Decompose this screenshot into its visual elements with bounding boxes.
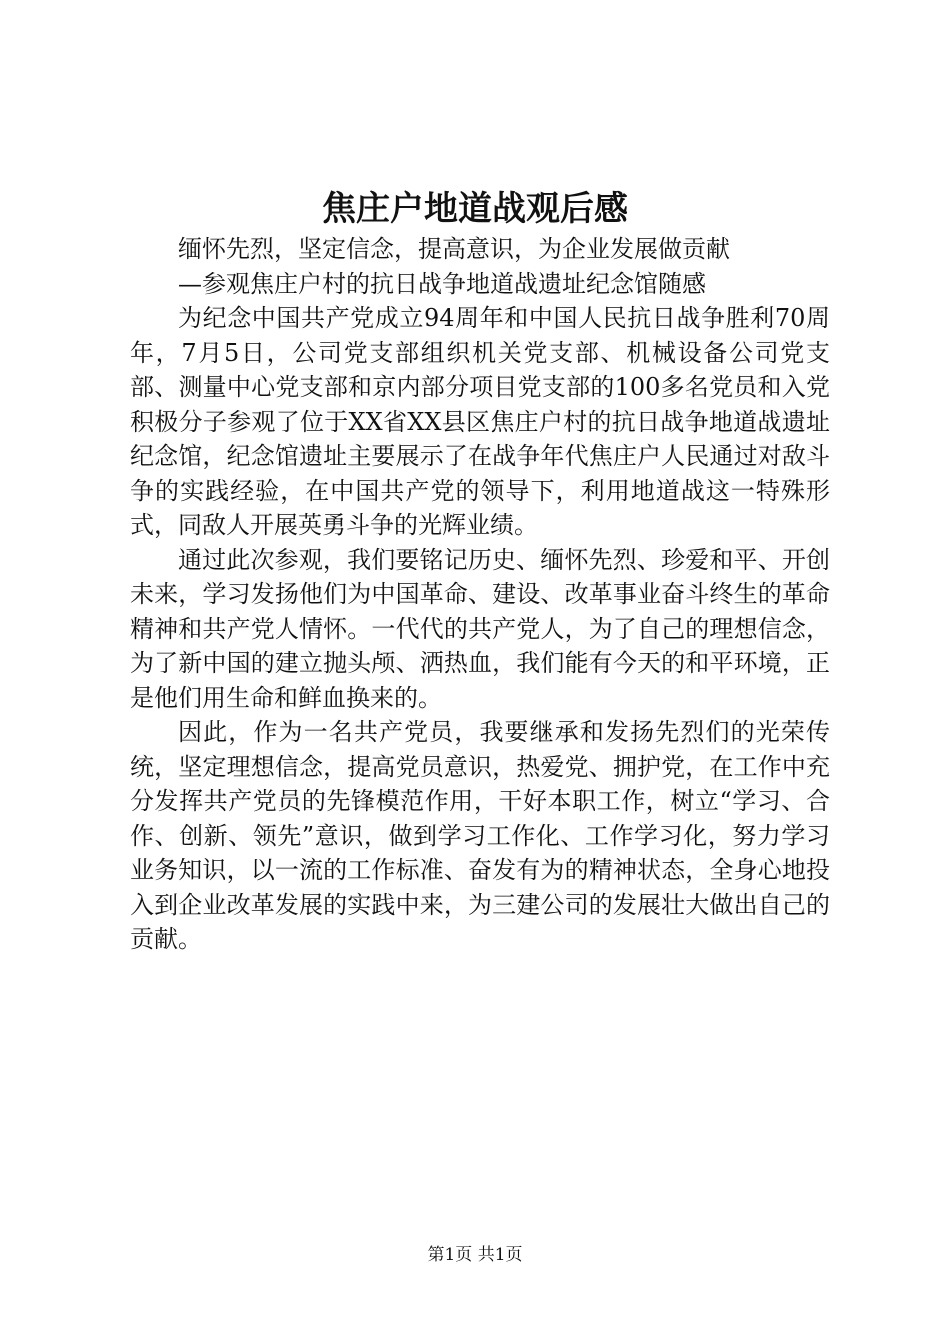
page-number: 第1页 共1页 (427, 1245, 523, 1265)
paragraph: 为纪念中国共产党成立94周年和中国人民抗日战争胜利70周年，7月5日，公司党支部组织机关党支部、机械设备公司党支部、测量中心党支部和京内部分项目党支部的100多名党员和入党积极分子参观了位于XX省XX县区焦庄户村的抗日战争地道战遗址纪念馆，纪念馆遗址主要展示了在战争年代焦庄户人民通过对敌斗争的实践经验，在中国共产党的领导下，利用地道战这一特殊形式，同敌人开展英勇斗争的光辉业绩。 (130, 304, 830, 539)
document-subheading: —参观焦庄户村的抗日战争地道战遗址纪念馆随感 (178, 269, 706, 298)
paragraph: 通过此次参观，我们要铭记历史、缅怀先烈、珍爱和平、开创未来，学习发扬他们为中国革命、建设、改革事业奋斗终生的革命精神和共产党人情怀。一代代的共产党人，为了自己的理想信念，为了新中国的建立抛头颅、洒热血，我们能有今天的和平环境，正是他们用生命和鲜血换来的。 (130, 545, 830, 712)
document-title: 焦庄户地道战观后感 (322, 189, 628, 229)
paragraph: 因此，作为一名共产党员，我要继承和发扬先烈们的光荣传统，坚定理想信念，提高党员意识，热爱党、拥护党，在工作中充分发挥共产党员的先锋模范作用，干好本职工作，树立“学习、合作、创新、领先”意识，做到学习工作化、工作学习化，努力学习业务知识，以一流的工作标准、奋发有为的精神状态，全身心地投入到企业改革发展的实践中来，为三建公司的发展壮大做出自己的贡献。 (130, 718, 830, 953)
document-subtitle: 缅怀先烈，坚定信念，提高意识，为企业发展做贡献 (178, 235, 730, 263)
document-body (130, 232, 830, 957)
page-footer (0, 1243, 950, 1267)
